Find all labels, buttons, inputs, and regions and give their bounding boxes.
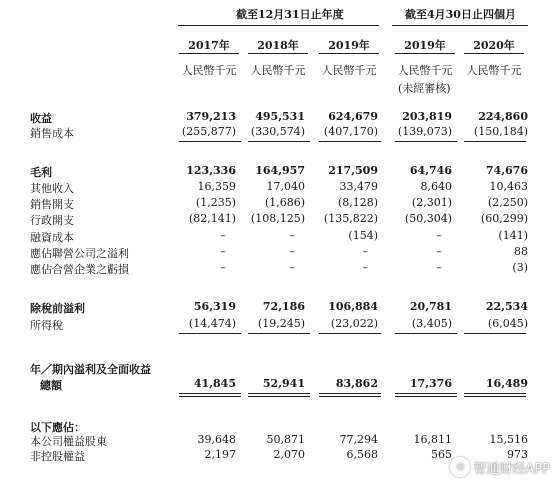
- row-value: (135,822): [323, 212, 378, 225]
- row-value: 16,811: [413, 433, 452, 446]
- row-value: (50,304): [404, 212, 452, 225]
- row-label: 本公司權益股東: [30, 435, 107, 448]
- subtotal-rule: [179, 141, 241, 142]
- row-value: 16,359: [197, 180, 236, 193]
- row-value: 217,509: [328, 164, 378, 177]
- total-comprehensive-label: 年／期內溢利及全面收益: [30, 363, 151, 376]
- row-value: –: [436, 245, 442, 258]
- row-value: –: [289, 261, 295, 274]
- row-value: –: [362, 261, 368, 274]
- total-double-rule: [319, 393, 381, 397]
- unit-header: 人民幣千元: [466, 64, 522, 77]
- row-label: 其他收入: [30, 182, 74, 195]
- row-value: –: [436, 261, 442, 274]
- row-label: 總額: [40, 379, 62, 392]
- subtotal-rule: [464, 141, 526, 142]
- year-header-rule: [395, 53, 455, 54]
- row-value: –: [220, 261, 226, 274]
- total-double-rule: [179, 393, 241, 397]
- row-value: (82,141): [188, 212, 236, 225]
- row-value: 624,679: [328, 110, 378, 123]
- row-value: 50,871: [266, 433, 305, 446]
- row-value: 83,862: [335, 377, 378, 390]
- row-value: (255,877): [181, 125, 236, 138]
- subtotal-rule: [319, 333, 381, 334]
- row-value: 495,531: [255, 110, 305, 123]
- subtotal-rule: [395, 141, 457, 142]
- subtotal-rule: [395, 333, 457, 334]
- row-value: (1,235): [195, 196, 236, 209]
- subtotal-rule: [319, 141, 381, 142]
- row-value: 17,040: [266, 180, 305, 193]
- row-value: (8,128): [337, 196, 378, 209]
- row-value: 22,534: [485, 300, 528, 313]
- unit-header: 人民幣千元: [181, 64, 237, 77]
- year-header: 2019年: [328, 39, 370, 52]
- row-value: (154): [348, 229, 378, 242]
- year-header: 2019年: [404, 39, 446, 52]
- row-value: 15,516: [489, 433, 528, 446]
- row-value: –: [436, 229, 442, 242]
- row-label: 所得稅: [30, 319, 63, 332]
- watermark-text: 智通财经APP: [473, 461, 550, 477]
- row-value: 565: [431, 448, 452, 461]
- row-value: 973: [507, 448, 528, 461]
- row-value: (139,073): [397, 125, 452, 138]
- row-label: 除稅前溢利: [30, 302, 85, 315]
- year-header-rule: [179, 53, 239, 54]
- unit-header: 人民幣千元: [321, 64, 377, 77]
- row-value: (14,474): [188, 317, 236, 330]
- row-label: 銷售開支: [30, 198, 74, 211]
- year-header-rule: [464, 53, 524, 54]
- row-value: (3,405): [411, 317, 452, 330]
- row-value: 56,319: [193, 300, 236, 313]
- row-value: (141): [498, 229, 528, 242]
- row-label: 融資成本: [30, 231, 74, 244]
- group-rule-year-end: [178, 25, 379, 26]
- row-value: (3): [512, 261, 528, 274]
- year-header-rule: [248, 53, 308, 54]
- row-value: (19,245): [257, 317, 305, 330]
- row-label: 銷售成本: [30, 127, 74, 140]
- row-value: 164,957: [255, 164, 305, 177]
- row-value: –: [289, 229, 295, 242]
- row-value: 2,197: [204, 448, 236, 461]
- attributable-label: 以下應佔：: [30, 421, 85, 434]
- group-header-four-months: 截至4月30日止四個月: [405, 8, 516, 21]
- row-label: 收益: [30, 112, 52, 125]
- row-value: 52,941: [262, 377, 305, 390]
- row-value: 203,819: [402, 110, 452, 123]
- total-double-rule: [464, 393, 526, 397]
- subtotal-rule: [248, 141, 310, 142]
- unit-header: 人民幣千元: [397, 64, 453, 77]
- row-value: (330,574): [250, 125, 305, 138]
- row-label: 應佔聯營公司之溢利: [30, 247, 129, 260]
- row-value: (6,045): [487, 317, 528, 330]
- year-header: 2020年: [473, 39, 515, 52]
- total-double-rule: [395, 393, 457, 397]
- row-value: –: [220, 229, 226, 242]
- unit-header: 人民幣千元: [250, 64, 306, 77]
- row-label: 應佔合營企業之虧損: [30, 263, 129, 276]
- row-value: 41,845: [193, 377, 236, 390]
- year-header: 2017年: [188, 39, 230, 52]
- row-value: (150,184): [473, 125, 528, 138]
- row-value: –: [220, 245, 226, 258]
- row-label: 行政開支: [30, 214, 74, 227]
- row-value: (60,299): [480, 212, 528, 225]
- row-value: 88: [514, 245, 528, 258]
- year-header-rule: [319, 53, 379, 54]
- total-double-rule: [248, 393, 310, 397]
- row-value: (2,301): [411, 196, 452, 209]
- group-rule-four-months: [392, 25, 528, 26]
- row-value: 77,294: [339, 433, 378, 446]
- row-value: –: [362, 245, 368, 258]
- row-value: 224,860: [478, 110, 528, 123]
- row-value: (1,686): [264, 196, 305, 209]
- year-header: 2018年: [257, 39, 299, 52]
- row-value: 33,479: [339, 180, 378, 193]
- row-value: (407,170): [323, 125, 378, 138]
- row-value: (2,250): [487, 196, 528, 209]
- row-value: 64,746: [409, 164, 452, 177]
- row-value: 16,489: [485, 377, 528, 390]
- row-label: 非控股權益: [30, 450, 85, 463]
- row-value: 2,070: [273, 448, 305, 461]
- watermark: [450, 457, 550, 477]
- row-value: –: [289, 245, 295, 258]
- group-header-year-end: 截至12月31日止年度: [236, 8, 344, 21]
- row-value: 17,376: [409, 377, 452, 390]
- row-value: 6,568: [346, 448, 378, 461]
- subtotal-rule: [464, 333, 526, 334]
- subtotal-rule: [248, 333, 310, 334]
- row-value: (108,125): [250, 212, 305, 225]
- row-value: 106,884: [328, 300, 378, 313]
- row-value: 123,336: [186, 164, 236, 177]
- row-value: 72,186: [262, 300, 305, 313]
- subtotal-rule: [179, 333, 241, 334]
- row-value: (23,022): [330, 317, 378, 330]
- row-value: 379,213: [186, 110, 236, 123]
- watermark-logo-icon: ◎: [450, 457, 470, 477]
- unaudited-note: (未經審核): [398, 82, 451, 95]
- row-value: 39,648: [197, 433, 236, 446]
- row-value: 8,640: [420, 180, 452, 193]
- row-value: 10,463: [489, 180, 528, 193]
- row-value: 74,676: [485, 164, 528, 177]
- row-value: 20,781: [409, 300, 452, 313]
- row-label: 毛利: [30, 166, 52, 179]
